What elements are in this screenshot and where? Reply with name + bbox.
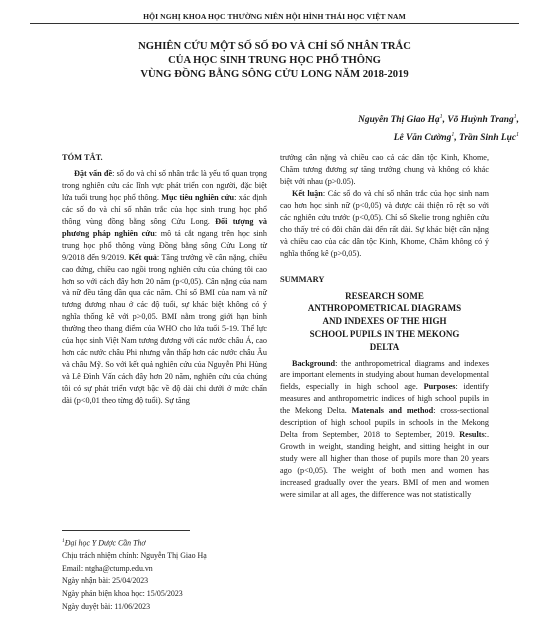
footnotes: [62, 535, 272, 613]
text-en-results: :. Growth in weight, standing height, and sitting height in our study were all higher than those of pupils more than 20 years ago (p<0,05). The weight of both men and women has increased gradually over the years. BMI of men and women were similar at all ages, the difference was not statistically: [280, 430, 489, 499]
affiliation-mark: 1: [439, 114, 443, 120]
en-title-line-2: ANTHROPOMETRICAL DIAGRAMS: [307, 303, 462, 314]
text-en-background: : the anthropometrical diagrams and indexes are important elements in studying about human developmental fields, especially in high school age.: [280, 358, 489, 392]
en-title-line-5: DELTA: [369, 341, 400, 352]
author-list: [219, 110, 519, 146]
author-name: Lê Văn Cường: [393, 133, 452, 144]
author-name: Trần Sinh Lục: [459, 133, 516, 144]
english-title: [280, 290, 489, 354]
abstract-vi-body: [62, 168, 267, 407]
header-divider: [30, 23, 519, 24]
author-line-1: Nguyễn Thị Giao Hạ$^1$, Võ Huỳnh Trang$^1$,: [358, 114, 519, 126]
footnote-affiliation: [62, 535, 272, 550]
abstract-vi-column: [62, 152, 267, 407]
abstract-en-body: [280, 358, 489, 501]
lead-background: Đặt vấn đề: [74, 168, 113, 178]
footnote-reviewed: Ngày phản biện khoa học: 15/05/2023: [62, 589, 183, 598]
footnote-approved: Ngày duyệt bài: 11/06/2023: [62, 601, 151, 611]
affiliation-mark: 1: [451, 132, 455, 139]
abstract-right-column: [280, 152, 489, 501]
lead-en-methods: Matenals and method: [351, 406, 434, 416]
text-objective: : xác định các số đo và chỉ số nhân trắc của học sinh trung học phổ thông vùng đồng bằng sông Cửu Long.: [62, 192, 267, 226]
lead-conclusion: Kết luận: [292, 188, 323, 198]
author-line-2: Lê Văn Cường$^1$, Trần Sinh Lục$^1$: [393, 132, 519, 144]
text-methods: : mô tả cắt ngang trên học sinh trung học phổ thông vùng Đồng bằng sông Cửu Long từ 9/2018 đến 9/2019.: [62, 228, 267, 262]
lead-en-results: Results: [459, 430, 485, 440]
footnote-received: Ngày nhận bài: 25/04/2023: [62, 576, 149, 586]
lead-en-purposes: Purposes: [423, 382, 456, 392]
lead-en-background: Background: [292, 358, 336, 368]
running-header: HỘI NGHỊ KHOA HỌC THƯỜNG NIÊN HỘI HÌNH THÁI HỌC VIỆT NAM: [143, 12, 406, 21]
footnote-divider: [62, 530, 190, 531]
lead-methods: Đối tượng và phương pháp nghiên cứu: [62, 216, 267, 238]
en-title-line-4: SCHOOL PUPILS IN THE MEKONG: [309, 328, 460, 339]
summary-heading: SUMMARY: [280, 274, 325, 284]
text-en-purposes: : identify measures and anthropometric indices of high school pupils in the Mekong Delta.: [280, 382, 489, 416]
affiliation-mark: 1: [62, 538, 65, 544]
results-continued: trưởng cân nặng và chiều cao cả các dân tộc Kinh, Khome, Chăm tương đương sự tăng trưởng chung và không có khác biệt với nhau (p>0.05).: [280, 153, 489, 186]
lead-results: Kết quả: [128, 252, 157, 262]
en-title-line-3: AND INDEXES OF THE HIGH: [322, 316, 447, 327]
title-line-1: NGHIÊN CỨU MỘT SỐ SỐ ĐO VÀ CHỈ SỐ NHÂN TRẮC: [138, 41, 411, 52]
title-line-3: VÙNG ĐỒNG BẰNG SÔNG CỬU LONG NĂM 2018-2019: [140, 69, 409, 81]
footnote-responsible: Chịu trách nhiệm chính: Nguyễn Thị Giao Hạ: [62, 551, 207, 561]
conclusion-paragraph: [280, 188, 489, 260]
author-name: Võ Huỳnh Trang: [447, 115, 514, 126]
affiliation-mark: 1: [513, 114, 517, 120]
footnote-email: Email: ntgha@ctump.edu.vn: [62, 563, 153, 573]
en-title-line-1: RESEARCH SOME: [345, 290, 424, 301]
text-results: : Tăng trưởng về cân nặng, chiều cao đứng, chiều cao ngồi trong nghiên cứu của chúng tôi cao hơn so với cách đây hơn 20 năm (p<0,05). Cân nặng của nam và nữ đều tăng dần qua các năm. Chỉ số BMI của nam và nữ tương đương nhau ở các độ tuổi, sự khác biệt không có ý nghĩa thống kê với p>0,05. BMI nằm trong giới hạn bình thường theo thang điểm của WHO cho lứa tuổi 5-19. Thể lực của học sinh Việt Nam tương đương với các nước châu Á, cao hơn các nước châu Phi nhưng vẫn thấp hơn các nước châu Âu và châu Mỹ. So với kết quả nghiên cứu của Nguyễn Phi Hùng và Lê Đình Vấn cách đây hơn 20 năm, nghiên cứu của chúng tôi có sự phát triển vượt bậc về độ dài chi dưới ở mức chấn dài (p<0,01 theo từng độ tuổi). Sự tăng: [62, 252, 268, 406]
text-en-methods: : cross-sectional description of high school pupils in schools in the Mekong Delta from September, 2018 to September, 2019.: [280, 406, 489, 440]
text-background: : số đo và chỉ số nhân trắc là yếu tố quan trọng trong nghiên cứu các lĩnh vực phát triển con người, đặc biệt lứa tuổi trung học phổ thông.: [62, 168, 267, 202]
title-line-2: CỦA HỌC SINH TRUNG HỌC PHỔ THÔNG: [168, 55, 381, 67]
text-conclusion: : Các số đo và chỉ số nhân trắc của học sinh nam cao hơn học sinh nữ (p<0,05) và được cải thiện rõ rệt so với các nghiên cứu trước (p<0,05). Chỉ số Skelie trong nghiên cứu cho thấy trẻ có đôi chân dài đến rất dài. Sự khác biệt cân nặng và chiều cao của các dân tộc Kinh, Khome, Chăm không có ý nghĩa thống kê (p>0,05).: [280, 188, 489, 258]
affiliation-mark: 1: [516, 132, 519, 139]
paper-title: [40, 40, 509, 83]
lead-objective: Mục tiêu nghiên cứu: [161, 192, 235, 202]
affiliation-text: Đại học Y Dược Cần Thơ: [64, 538, 146, 548]
abstract-heading: TÓM TẮT.: [62, 153, 103, 162]
author-name: Nguyễn Thị Giao Hạ: [358, 115, 440, 126]
